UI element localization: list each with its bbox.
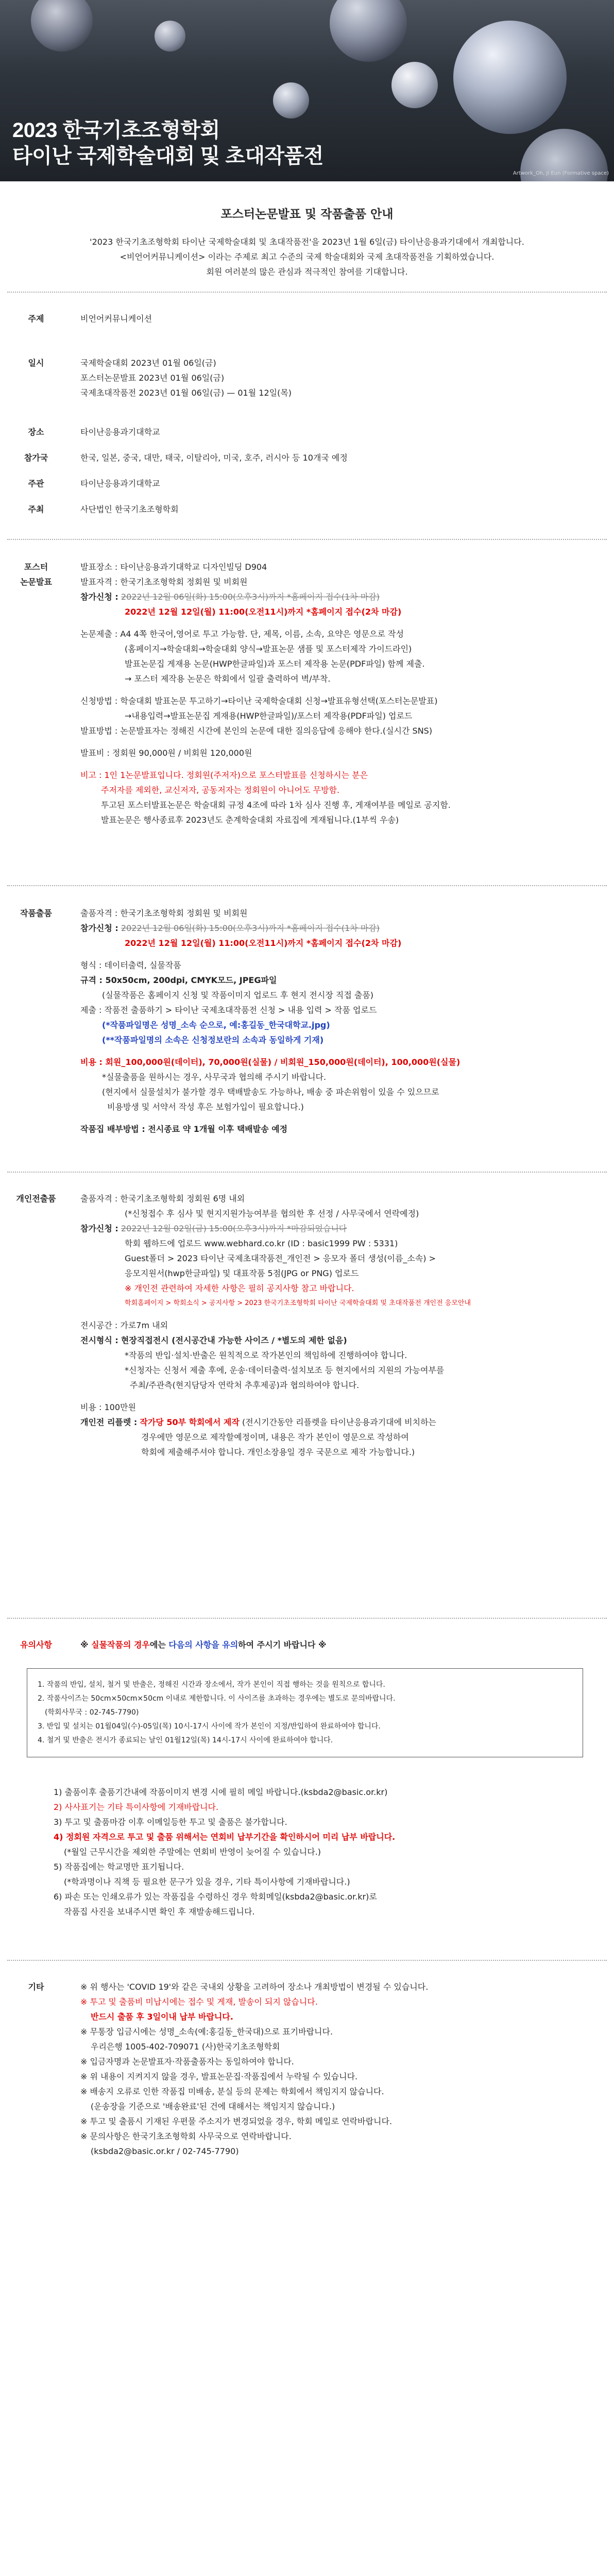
poster-label [0,560,72,589]
caution-box-line: 3. 반입 및 설치는 01월04일(수)-05일(목) 10시-17시 사이에 작가 본인이 지정/반입하여 완료하여야 합니다. [38,1722,381,1731]
hero-title [12,117,323,169]
intro-text [0,234,614,279]
solo-content [80,1191,471,1460]
host-label: 주최 [28,504,44,514]
etc-item: (운송장을 기준으로 '배송완료'된 건에 대해서는 책임지지 않습니다.) [91,2102,335,2111]
caution-headline-part: 에는 [149,1640,169,1650]
apply-label: 참가신청 : [80,1224,118,1233]
solo-qual-note: (*신청접수 후 심사 및 현지지원가능여부를 협의한 후 선정 / 사무국에서 연락예정) [125,1209,419,1218]
artwork-filename-rule: (*작품파일명은 성명_소속 순으로, 예:홍길동_한국대학교.jpg) [102,1020,330,1030]
apply-old-deadline: 2022년 12월 02일(금) 15:00(오후3시)까지 *마감되었습니다 [121,1224,347,1233]
artwork-qual: 출품자격 : 한국기초조형학회 정회원 및 비회원 [80,908,248,918]
poster-qual: 발표자격 : 한국기초조형학회 정회원 및 비회원 [80,577,248,587]
caution-box-line: (학회사무국 : 02-745-7790) [45,1708,139,1717]
divider [7,539,607,540]
host-value: 사단법인 한국기초조형학회 [80,504,179,514]
intro-line: 회원 여러분의 많은 관심과 적극적인 참여를 기대합니다. [206,267,408,277]
solo-apply [80,1221,471,1236]
caution-item: 작품집 사진을 보내주시면 확인 후 재발송해드립니다. [64,1907,255,1917]
caution-headline-part: 다음의 사항을 유의 [168,1640,238,1650]
poster-label-line: 포스터 [24,562,48,572]
artwork-return: 작품집 배부방법 : 전시종료 약 1개월 이후 택배발송 예정 [80,1124,288,1134]
decorative-sphere [273,82,309,118]
artwork-fee-note: (현지에서 실물설치가 불가할 경우 택배발송도 가능하나, 배송 중 파손위험이 있을 수 있으므로 [102,1087,439,1097]
hero-title-line1: 2023 한국기초조형학회 [12,119,220,142]
caution-item: 2) 사사표기는 기타 특이사항에 기재바랍니다. [54,1802,219,1812]
etc-content [80,1979,428,2159]
solo-method-note: *작품의 반입·설치·반출은 원칙적으로 작가본인의 책임하에 진행하여야 합니다. [125,1350,407,1360]
divider [7,885,607,886]
caution-box-line: 2. 작품사이즈는 50cm×50cm×50cm 이내로 제한합니다. 이 사이즈를 초과하는 경우에는 별도로 문의바랍니다. [38,1694,396,1703]
divider [7,292,607,293]
poster-note: 주저자를 제외한, 교신저자, 공동저자는 정회원이 아니어도 무방함. [101,785,340,795]
poster-label-line: 논문발표 [20,577,52,587]
artwork-fee-note: 비용방생 및 서약서 작성 후은 보험가입이 필요합니다.) [107,1102,304,1112]
method-line: →내용입력→발표논문집 게재용(HWP한글파일)/포스터 제작용(PDF파일) 업로드 [125,711,413,721]
solo-space: 전시공간 : 가로7m 내외 [80,1320,168,1330]
date-line: 포스터논문발표 2023년 01월 06일(금) [80,373,225,383]
solo-qual [80,1191,471,1206]
etc-item: ※ 배송지 오류로 인한 작품집 미배송, 분실 등의 문제는 학회에서 책임지지 않습니다. [80,2087,384,2096]
caution-item: 6) 파손 또는 인쇄오류가 있는 작품집을 수령하신 경우 학회메일(ksbda2@basic.or.kr)로 [54,1892,377,1902]
artwork-form: 형식 : 데이터출력, 실물작품 [80,960,181,970]
apply-old-deadline: 2022년 12월 06일(화) 15:00(오후3시)까지 *홈페이지 접수(1차 마감) [121,592,380,602]
artwork-filename-rule: (**작품파일명의 소속은 신청정보란의 소속과 동일하게 기재) [102,1035,324,1045]
solo-method-note: *신청자는 신청서 제출 후에, 운송·데이터출력·설치보조 등 현지에서의 지원의 가능여부를 [125,1365,445,1375]
poster-note: 투고된 포스터발표논문은 학술대회 규정 4조에 따라 1차 심사 진행 후, 게재여부를 메일로 공지함. [101,800,451,810]
caution-headline-part: 하여 주시기 바랍니다 ※ [238,1640,327,1650]
decorative-sphere [391,62,438,108]
apply-label: 참가신청 : [80,923,118,933]
countries-label: 참가국 [24,453,48,463]
decorative-sphere [330,0,407,62]
decorative-sphere [155,21,185,52]
date-values [80,355,292,400]
hero-banner [0,0,614,181]
artwork-credit: Artwork_Oh, Ji Eun (Formative space) [513,171,609,176]
solo-fee: 비용 : 100만원 [80,1402,136,1412]
etc-item: ※ 위 내용이 지켜지지 않을 경우, 발표논문집·작품집에서 누락될 수 있습니다. [80,2072,358,2081]
poster-content [80,560,451,827]
etc-item: 우리은행 1005-402-709071 (사)한국기초조형학회 [91,2042,280,2052]
solo-method-text: 현장직접전시 (전시공간내 가능한 사이즈 / *별도의 제한 없음) [121,1335,347,1345]
etc-item: (ksbda2@basic.or.kr / 02-745-7790) [91,2146,239,2156]
solo-notice: ※ 개인전 관련하여 자세한 사항은 필히 공지사항 참고 바랍니다. [125,1283,354,1293]
caution-item: 5) 작품집에는 학교명만 표기됩니다. [54,1862,184,1872]
date-line: 국제초대작품전 2023년 01월 06일(금) — 01월 12일(목) [80,388,292,398]
caution-item: (*월일 근무시간을 제외한 주말에는 연회비 반영이 늦어질 수 있습니다.) [64,1847,321,1857]
apply-new-deadline: 2022년 12월 12일(월) 11:00(오전11시)까지 *홈페이지 접수(2차 마감) [125,607,402,617]
caution-item: (*학과명이나 직책 등 필요한 문구가 있을 경우, 기타 특이사항에 기재바랍니다.) [64,1877,350,1887]
poster-place: 발표장소 : 타이난응용과기대학교 디자인빌딩 D904 [80,562,267,572]
artwork-fee-note: *실물출품을 원하시는 경우, 사무국과 협의해 주시기 바랍니다. [102,1072,327,1082]
organizer-label: 주관 [28,479,44,488]
artwork-label: 작품출품 [20,908,52,918]
artwork-fee: 비용 : 회원_100,000원(데이터), 70,000원(실물) / 비회원_150,000원(데이터), 100,000원(실물) [80,1057,460,1067]
solo-method-label: 전시형식 : [80,1335,118,1345]
poster-apply [80,589,451,604]
poster-note: 발표논문은 행사종료후 2023년도 춘계학술대회 자료집에 게재됩니다.(1부씩 우송) [101,815,399,825]
solo-leaflet-main: 작가당 50부 학회에서 제작 [140,1417,240,1427]
caution-headline [80,1637,327,1652]
caution-item: 3) 투고 및 출품마감 이후 이메일등한 투고 및 출품은 불가합니다. [54,1817,287,1827]
submit-line: (홈페이지→학술대회→학술대회 양식→발표논문 샘플 및 포스터제작 가이드라인) [125,644,412,654]
caution-box [27,1668,583,1757]
page-title: 포스터논문발표 및 작품출품 안내 [220,208,394,221]
etc-item: ※ 투고 및 출품비 미납시에는 접수 및 게재, 발송이 되지 않습니다. [80,1997,318,2007]
etc-item: ※ 투고 및 출품시 기재된 우편물 주소지가 변경되었을 경우, 학회 메일로 연락바랍니다. [80,2116,393,2126]
solo-path: Guest폴더 > 2023 타이난 국제초대작품전_개인전 > 응모자 폴더 생성(이름_소속) > [125,1253,436,1263]
caution-headline-part: 실물작품의 경우 [91,1640,150,1650]
solo-leaflet-note: 경우에만 영문으로 제작할예정이며, 내용은 작가 본인이 영문으로 작성하여 [141,1432,409,1442]
hero-title-line2: 타이난 국제학술대회 및 초대작품전 [12,145,323,167]
caution-box-line: 1. 작품의 반입, 설치, 철거 및 반출은, 정해진 시간과 장소에서, 작가 본인이 직접 행하는 것을 원칙으로 합니다. [38,1681,385,1689]
solo-path: 응모지원서(hwp한글파일) 및 대표작품 5점(JPG or PNG) 업로드 [125,1268,359,1278]
artwork-content [80,906,460,1137]
poster-note: 비고 : 1인 1논문발표입니다. 정회원(주저자)으로 포스터발표를 신청하시는 분은 [80,770,368,780]
divider [7,1618,607,1619]
divider [7,1172,607,1173]
artwork-apply [80,921,460,936]
etc-item: 반드시 출품 후 3일이내 납부 바랍니다. [91,2012,233,2022]
method-line: 발표방법 : 논문발표자는 정해진 시간에 본인의 논문에 대한 질의응답에 응해야 한다.(실시간 SNS) [80,726,433,736]
solo-leaflet [80,1415,471,1430]
method-line: 신청방법 : 학술대회 발표논문 투고하기→타이난 국제학술대회 신청→발표유형선택(포스터논문발표) [80,696,438,706]
organizer-value: 타이난응용과기대학교 [80,479,160,488]
date-label: 일시 [28,358,44,368]
solo-leaflet-note: 학회에 제출해주셔야 합니다. 개인소장용일 경우 국문으로 제작 가능합니다.) [141,1447,415,1457]
solo-notice-link[interactable]: 학회홈페이지 > 학회소식 > 공지사항 > 2023 한국기초조형학회 타이난 국제학술대회 및 초대작품전 개인전 응모안내 [125,1299,471,1307]
poster-fee: 발표비 : 정회원 90,000원 / 비회원 120,000원 [80,748,252,758]
artwork-spec-note: (실물작품은 홈페이지 신청 및 작품이미지 업로드 후 현지 전시장 직접 출품) [102,990,374,1000]
solo-method [80,1333,471,1348]
solo-method-note: 주최/주관측(현지담당자 연락처 추후제공)과 협의하여야 합니다. [130,1380,360,1390]
theme-label: 주제 [28,314,44,324]
countries-value: 한국, 일본, 중국, 대만, 태국, 이탈리아, 미국, 호주, 러시아 등 10개국 예정 [80,453,348,463]
caution-list-body [54,1785,395,1919]
submit-line: → 포스터 제작용 논문은 학회에서 일괄 출력하여 벽/부착. [125,674,331,684]
solo-qual-text: 출품자격 : 한국기초조형학회 정회원 6명 내외 [80,1194,245,1204]
apply-label: 참가신청 : [80,592,118,602]
etc-item: ※ 무통장 입금시에는 성명_소속(예:홍길동_한국대)으로 표기바랍니다. [80,2027,333,2037]
etc-label: 기타 [28,1982,44,1992]
intro-line: '2023 한국기초조형학회 타이난 국제학술대회 및 초대작품전'을 2023년 1월 6일(금) 타이난응용과기대에서 개최합니다. [90,237,524,247]
date-line: 국제학술대회 2023년 01월 06일(금) [80,358,216,368]
submit-line: 논문제출 : A4 4쪽 한국어,영어로 투고 가능함. 단, 제목, 이름, 소속, 요약은 영문으로 작성 [80,629,404,639]
etc-item: ※ 입금자명과 논문발표자·작품출품자는 동일하여야 합니다. [80,2057,294,2066]
artwork-method: 제출 : 작품전 출품하기 > 타이난 국제초대작품전 신청 > 내용 입력 > 작품 업로드 [80,1005,377,1015]
divider [7,1960,607,1961]
apply-new-deadline: 2022년 12월 12일(월) 11:00(오전11시)까지 *홈페이지 접수(2차 마감) [125,938,402,948]
artwork-spec: 규격 : 50x50cm, 200dpi, CMYK모드, JPEG파일 [80,975,277,985]
venue-label: 장소 [28,427,44,437]
etc-item: ※ 위 행사는 'COVID 19'와 같은 국내외 상황을 고려하여 장소나 개최방법이 변경될 수 있습니다. [80,1982,429,1992]
caution-label: 유의사항 [20,1640,52,1650]
theme-value: 비언어커뮤니케이션 [80,314,152,324]
submit-line: 발표논문집 게재용 논문(HWP한글파일)과 포스터 제작용 논문(PDF파일) 함께 제출. [125,659,425,669]
decorative-sphere [453,21,567,134]
caution-box-line: 4. 철거 및 반출은 전시가 종료되는 날인 01월12일(목) 14시-17시 사이에 완료하여야 합니다. [38,1736,333,1744]
solo-label: 개인전출품 [16,1194,56,1204]
venue-value: 타이난응용과기대학교 [80,427,160,437]
etc-item: ※ 문의사항은 한국기초조형학회 사무국으로 연락바랍니다. [80,2131,292,2141]
caution-item: 4) 정회원 자격으로 투고 및 출품 위해서는 연회비 납부기간을 확인하시어 미리 납부 바랍니다. [54,1832,396,1842]
caution-headline-part: ※ [80,1640,92,1650]
caution-item: 1) 출품이후 출품기간내에 작품이미지 변경 시에 필히 메일 바랍니다.(ksbda2@basic.or.kr) [54,1787,388,1797]
apply-old-deadline: 2022년 12월 06일(화) 15:00(오후3시)까지 *홈페이지 접수(1차 마감) [121,923,380,933]
decorative-sphere [31,0,93,52]
intro-line: <비언어커뮤니케이션> 이라는 주제로 최고 수준의 국제 학술대회와 국제 초대작품전을 기획하였습니다. [120,252,494,262]
solo-leaflet-rest: (전시기간동안 리플렛을 타이난응용과기대에 비치하는 [239,1417,436,1427]
solo-leaflet-label: 개인전 리플렛 : [80,1417,138,1427]
solo-webhard: 학회 웹하드에 업로드 www.webhard.co.kr (ID : basic1999 PW : 5331) [125,1239,398,1248]
